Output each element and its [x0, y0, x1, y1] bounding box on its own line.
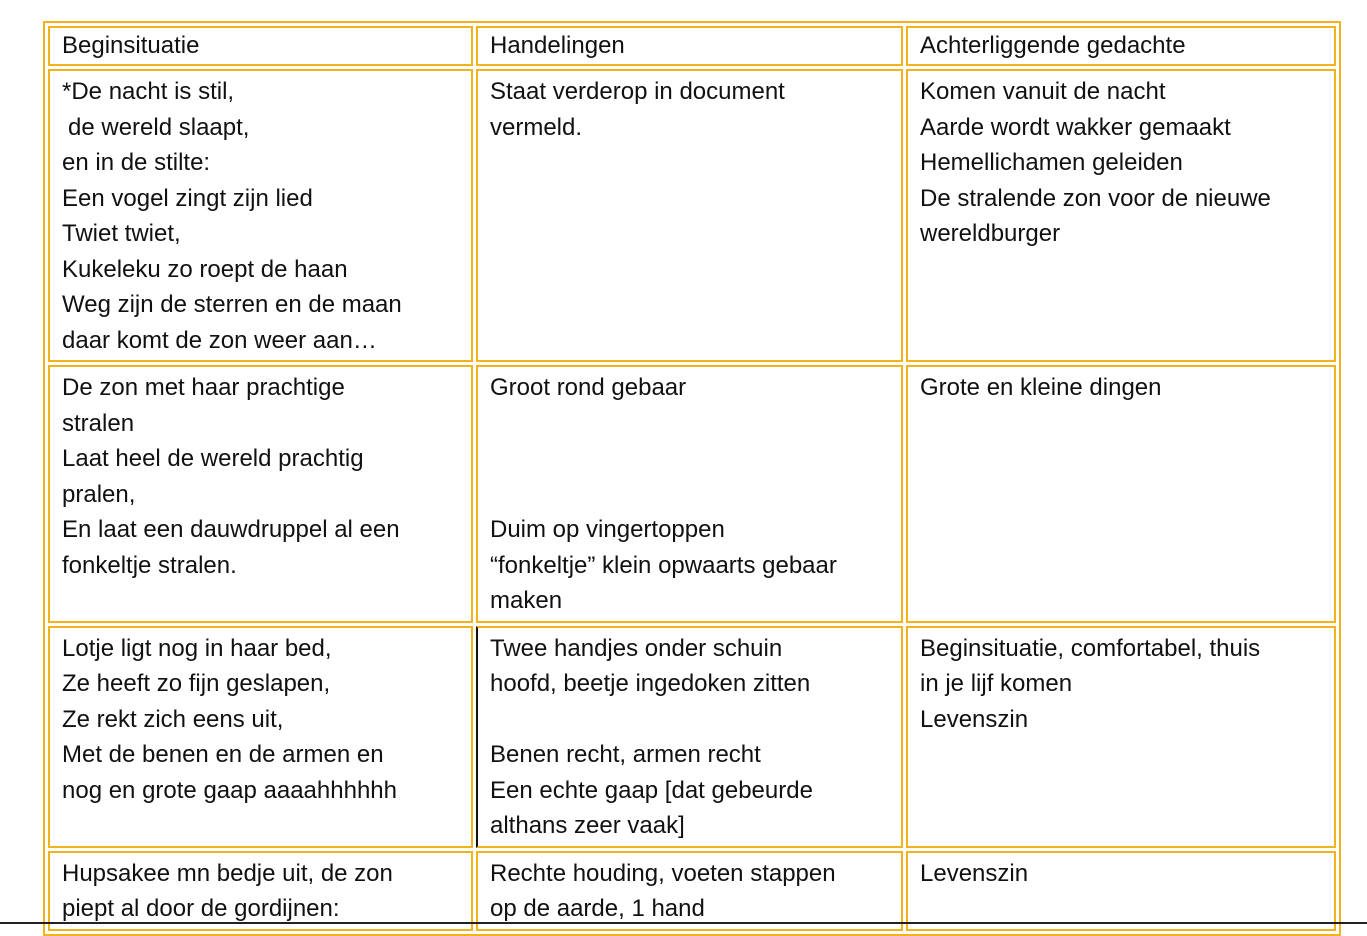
text-line: Laat heel de wereld prachtig [62, 445, 364, 472]
text-line: Levenszin [920, 705, 1029, 733]
begin-cell [48, 69, 473, 362]
header-label: Handelingen [490, 32, 625, 59]
table-row [48, 626, 1336, 848]
blank-spacer [490, 406, 889, 513]
text-line: wereldburger [920, 220, 1061, 247]
text-line: Rechte houding, voeten stappen [490, 859, 836, 887]
text-line: hoofd, beetje ingedoken zitten [490, 670, 811, 697]
text-line: Aarde wordt wakker gemaakt [920, 113, 1231, 141]
text-line: Ze rekt zich eens uit, [62, 705, 284, 733]
begin-cell [48, 851, 473, 931]
thought-cell [906, 851, 1336, 931]
text-line: daar komt de zon weer aan… [62, 326, 377, 354]
text-line: de wereld slaapt, [68, 113, 250, 141]
text-line: Kukeleku zo roept de haan [62, 255, 348, 283]
actions-cell [476, 365, 903, 623]
actions-cell [476, 626, 903, 848]
table-row [48, 365, 1336, 623]
text-line: Duim op vingertoppen [490, 516, 725, 543]
text-line: Weg zijn de sterren en de maan [62, 291, 402, 318]
text-line: Beginsituatie, comfortabel, thuis [920, 634, 1261, 662]
thought-cell [906, 626, 1336, 848]
table-header-row [48, 26, 1336, 66]
header-label: Beginsituatie [62, 32, 200, 59]
header-beginsituatie [48, 26, 473, 66]
text-line: Grote en kleine dingen [920, 374, 1162, 401]
text-line: Benen recht, armen recht [490, 741, 761, 768]
text-line: “fonkeltje” klein opwaarts gebaar [490, 551, 837, 579]
header-achterliggende-gedachte [906, 26, 1336, 66]
table-row [48, 69, 1336, 362]
begin-cell [48, 626, 473, 848]
text-line: Een echte gaap [dat gebeurde [490, 776, 813, 804]
text-line: pralen, [62, 480, 136, 508]
text-line: nog en grote gaap aaaahhhhhh [62, 776, 397, 804]
text-line: en in de stilte: [62, 149, 211, 176]
text-line: De zon met haar prachtige [62, 374, 345, 401]
text-line: althans zeer vaak] [490, 812, 685, 839]
text-line: Ze heeft zo fijn geslapen, [62, 670, 331, 697]
header-handelingen [476, 26, 903, 66]
text-line: De stralende zon voor de nieuwe [920, 184, 1271, 212]
actions-cell [476, 851, 903, 931]
text-line: Levenszin [920, 859, 1029, 887]
table-row [48, 851, 1336, 931]
text-line: Hemellichamen geleiden [920, 149, 1183, 176]
text-line: Komen vanuit de nacht [920, 78, 1166, 105]
text-line: piept al door de gordijnen: [62, 895, 340, 922]
text-line: Een vogel zingt zijn lied [62, 184, 313, 212]
text-line: Hupsakee mn bedje uit, de zon [62, 859, 393, 887]
text-line: Met de benen en de armen en [62, 741, 384, 768]
text-line: maken [490, 587, 563, 614]
text-line: *De nacht is stil, [62, 78, 235, 105]
text-line: Twiet twiet, [62, 220, 181, 247]
header-label: Achterliggende gedachte [920, 32, 1186, 59]
begin-cell [48, 365, 473, 623]
text-line: vermeld. [490, 113, 583, 141]
text-line: in je lijf komen [920, 670, 1073, 697]
thought-cell [906, 365, 1336, 623]
page-bottom-rule [0, 922, 1367, 924]
actions-cell [476, 69, 903, 362]
text-line: fonkeltje stralen. [62, 551, 237, 579]
thought-cell [906, 69, 1336, 362]
text-line: Groot rond gebaar [490, 374, 687, 401]
text-line: op de aarde, 1 hand [490, 895, 705, 922]
blank-spacer [490, 702, 889, 738]
text-line: Lotje ligt nog in haar bed, [62, 634, 332, 662]
text-line: stralen [62, 409, 135, 437]
text-line: Twee handjes onder schuin [490, 634, 783, 662]
text-line: Staat verderop in document [490, 78, 785, 105]
instruction-table [43, 21, 1341, 936]
text-line: En laat een dauwdruppel al een [62, 516, 400, 543]
